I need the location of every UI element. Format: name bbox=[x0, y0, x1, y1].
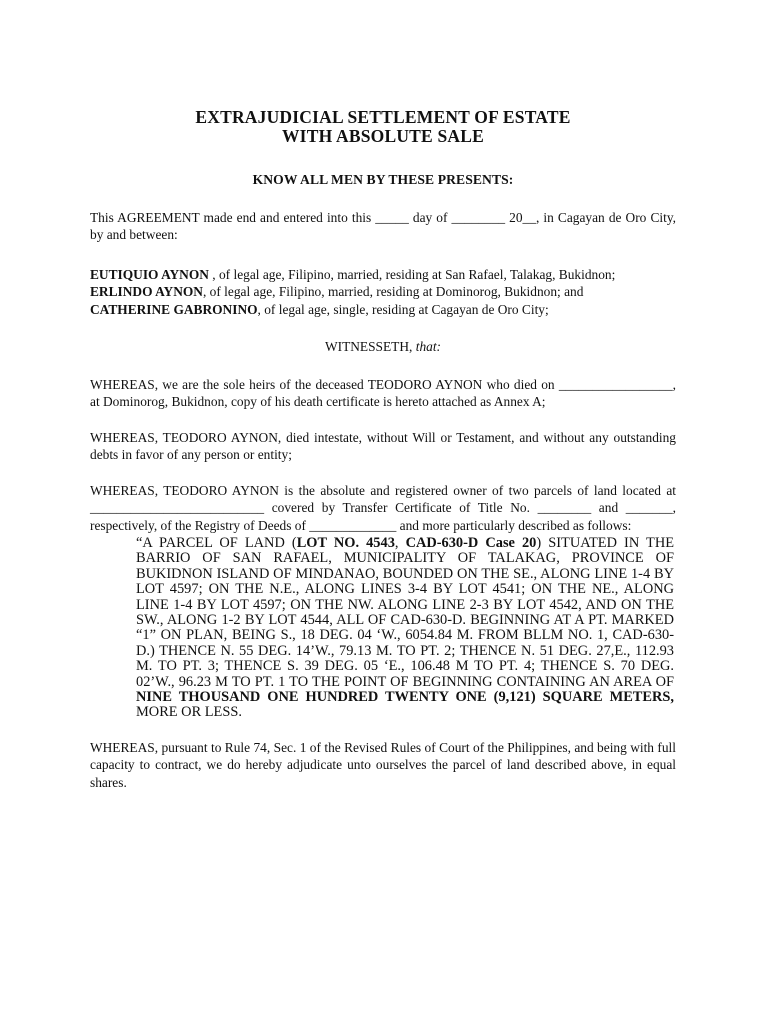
whereas-heirs: WHEREAS, we are the sole heirs of the deceased TEODORO AYNON who died on _________________, at Dominorog, Bukidnon, copy of his death certificate is hereto attached as Annex A; bbox=[90, 376, 676, 409]
party-1 bbox=[90, 266, 676, 284]
title-line-2: WITH ABSOLUTE SALE bbox=[281, 126, 484, 146]
party-1-name: EUTIQUIO AYNON bbox=[90, 266, 209, 282]
party-2-details: , of legal age, Filipino, married, residing at Dominorog, Bukidnon; and bbox=[202, 284, 584, 299]
parcel-description bbox=[136, 536, 674, 721]
parcel-comma: , bbox=[394, 535, 406, 551]
party-1-details: , of legal age, Filipino, married, residing at San Rafael, Talakag, Bukidnon; bbox=[208, 266, 616, 282]
whereas-owner: WHEREAS, TEODORO AYNON is the absolute and registered owner of two parcels of land located at __________________________ covered by Transfer Certificate of Title No. ________ and _______, respectively, of the Registry of Deeds of _____________ and more particularly described as follows: bbox=[90, 482, 676, 533]
document-title bbox=[90, 108, 676, 146]
witnesseth-heading bbox=[90, 338, 676, 356]
parties-block bbox=[90, 266, 676, 319]
parcel-open: “A PARCEL OF LAND ( bbox=[136, 535, 297, 551]
parcel-tail: MORE OR LESS. bbox=[136, 704, 242, 721]
witnesseth-that: that: bbox=[415, 339, 442, 354]
preamble-heading: KNOW ALL MEN BY THESE PRESENTS: bbox=[252, 172, 514, 187]
whereas-adjudicate: WHEREAS, pursuant to Rule 74, Sec. 1 of the Revised Rules of Court of the Philippines, and being with full capacity to contract, we do hereby adjudicate unto ourselves the parcel of land described above, in equal shares. bbox=[90, 739, 676, 790]
party-2-name: ERLINDO AYNON bbox=[90, 284, 203, 299]
party-2 bbox=[90, 283, 676, 301]
parcel-area: NINE THOUSAND ONE HUNDRED TWENTY ONE (9,121) SQUARE METERS, bbox=[136, 689, 674, 706]
parcel-body: ) SITUATED IN THE BARRIO OF SAN RAFAEL, MUNICIPALITY OF TALAKAG, PROVINCE OF BUKIDNON ISLAND OF MINDANAO, BOUNDED ON THE SE., ALONG LINE 1-4 BY LOT 4597; ON THE N.E., ALONG LINES 3-4 BY LOT 4541; ON THE NE., ALONG LINE 1-4 BY LOT 4597; ON THE NW. ALONG LINE 2-3 BY LOT 4542, AND ON THE SW., ALONG 1-2 BY LOT 4544, ALL OF CAD-630-D. BEGINNING AT A PT. MARKED “1” ON PLAN, BEING S., 18 DEG. 04 ‘W., 6054.84 M. FROM BLLM NO. 1, CAD-630-D.) THENCE N. 55 DEG. 14’W., 79.13 M. TO PT. 2; THENCE N. 51 DEG. 27,E., 112.93 M. TO PT. 3; THENCE S. 39 DEG. 05 ‘E., 106.48 M TO PT. 4; THENCE S. 70 DEG. 02’W., 96.23 M TO PT. 1 TO THE POINT OF BEGINNING CONTAINING AN AREA OF bbox=[136, 535, 674, 690]
whereas-intestate: WHEREAS, TEODORO AYNON, died intestate, without Will or Testament, and without any outstanding debts in favor of any person or entity; bbox=[90, 429, 676, 462]
agreement-paragraph: This AGREEMENT made end and entered into this _____ day of ________ 20__, in Cagayan de Oro City, by and between: bbox=[90, 209, 676, 242]
party-3-details: , of legal age, single, residing at Cagayan de Oro City; bbox=[257, 301, 549, 317]
document-page bbox=[90, 108, 676, 791]
parcel-cad-case: CAD-630-D Case 20 bbox=[405, 535, 537, 551]
witnesseth-text: WITNESSETH, bbox=[324, 339, 416, 354]
parcel-lot-number: LOT NO. 4543 bbox=[296, 535, 395, 551]
party-3 bbox=[90, 301, 676, 319]
title-line-1: EXTRAJUDICIAL SETTLEMENT OF ESTATE bbox=[195, 107, 571, 127]
party-3-name: CATHERINE GABRONINO bbox=[90, 301, 258, 317]
